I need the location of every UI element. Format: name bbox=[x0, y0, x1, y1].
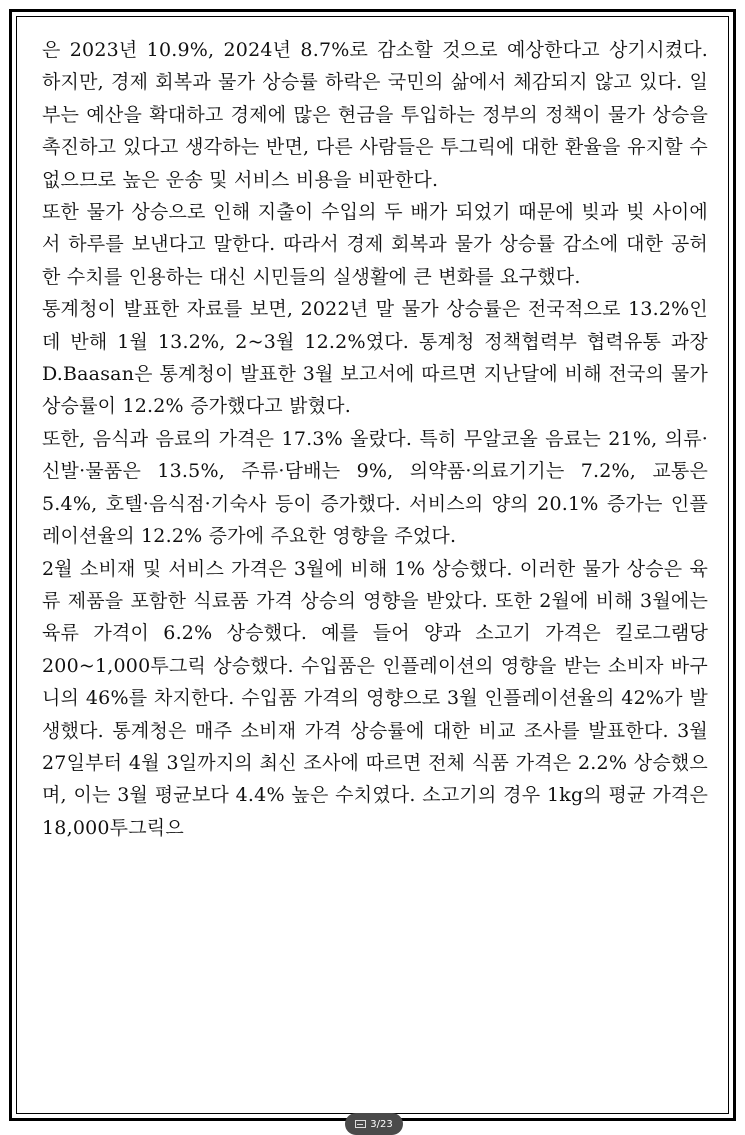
page-icon bbox=[355, 1120, 366, 1128]
document-body bbox=[42, 34, 708, 844]
paragraph: 또한 물가 상승으로 인해 지출이 수입의 두 배가 되었기 때문에 빚과 빚 사이에서 하루를 보낸다고 말한다. 따라서 경제 회복과 물가 상승률 감소에 대한 공허한 수치를 인용하는 대신 시민들의 실생활에 큰 변화를 요구했다. bbox=[42, 201, 708, 288]
paragraph: 통계청이 발표한 자료를 보면, 2022년 말 물가 상승률은 전국적으로 13.2%인데 반해 1월 13.2%, 2~3월 12.2%였다. 통계청 정책협력부 협력유통 과장 D.Baasan은 통계청이 발표한 3월 보고서에 따르면 지난달에 비해 전국의 물가 상승률이 12.2% 증가했다고 밝혔다. bbox=[42, 298, 708, 418]
page-number: 3/23 bbox=[370, 1118, 393, 1130]
paragraph: 2월 소비재 및 서비스 가격은 3월에 비해 1% 상승했다. 이러한 물가 상승은 육류 제품을 포함한 식료품 가격 상승의 영향을 받았다. 또한 2월에 비해 3월에는 육류 가격이 6.2% 상승했다. 예를 들어 양과 소고기 가격은 킬로그램당 200~1,000투그릭 상승했다. 수입품은 인플레이션의 영향을 받는 소비자 바구니의 46%를 차지한다. 수입품 가격의 영향으로 3월 인플레이션율의 42%가 발생했다. 통계청은 매주 소비재 가격 상승률에 대한 비교 조사를 발표한다. 3월 27일부터 4월 3일까지의 최신 조사에 따르면 전체 식품 가격은 2.2% 상승했으며, 이는 3월 평균보다 4.4% 높은 수치였다. 소고기의 경우 1kg의 평균 가격은 18,000투그릭으 bbox=[42, 557, 708, 839]
paragraph: 은 2023년 10.9%, 2024년 8.7%로 감소할 것으로 예상한다고 상기시켰다. 하지만, 경제 회복과 물가 상승률 하락은 국민의 삶에서 체감되지 않고 있다. 일부는 예산을 확대하고 경제에 많은 현금을 투입하는 정부의 정책이 물가 상승을 촉진하고 있다고 생각하는 반면, 다른 사람들은 투그릭에 대한 환율을 유지할 수 없으므로 높은 운송 및 서비스 비용을 비판한다. bbox=[42, 39, 708, 191]
paragraph: 또한, 음식과 음료의 가격은 17.3% 올랐다. 특히 무알코올 음료는 21%, 의류·신발·물품은 13.5%, 주류·담배는 9%, 의약품·의료기기는 7.2%, 교통은 5.4%, 호텔·음식점·기숙사 등이 증가했다. 서비스의 양의 20.1% 증가는 인플레이션율의 12.2% 증가에 주요한 영향을 주었다. bbox=[42, 427, 708, 548]
